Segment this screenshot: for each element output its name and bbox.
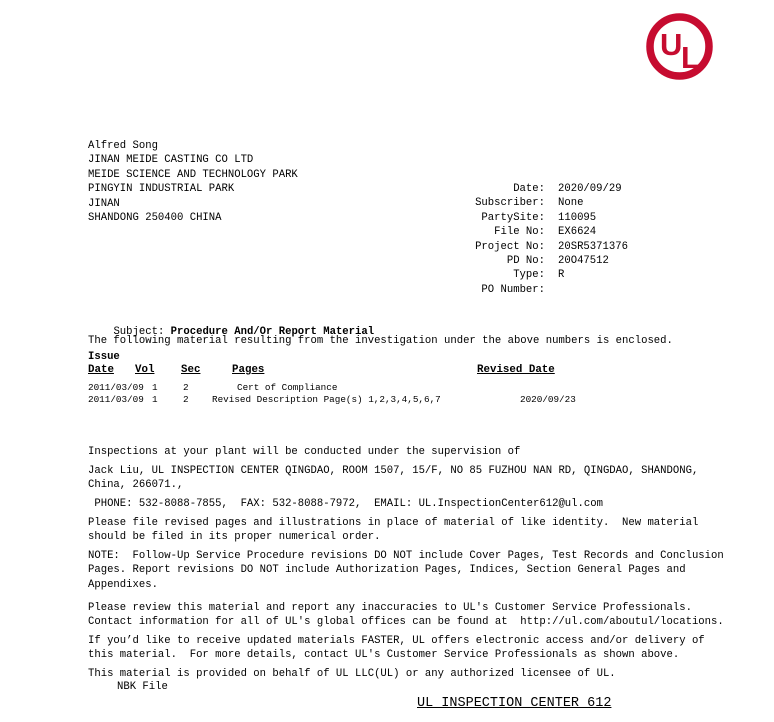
cell-date: 2011/03/09 bbox=[88, 382, 144, 393]
text-line: NOTE: Follow-Up Service Procedure revisions DO NOT include Cover Pages, Test Records and Conclusion bbox=[88, 550, 724, 563]
column-header-vol: Vol bbox=[135, 364, 155, 376]
text-line: Appendixes. bbox=[88, 578, 158, 591]
text-line: should be filed in its proper numerical order. bbox=[88, 531, 381, 544]
nbk-file-label: NBK File bbox=[117, 681, 168, 693]
field-label: Date: bbox=[513, 183, 545, 195]
issue-table-header bbox=[88, 364, 688, 378]
ul-logo-svg bbox=[646, 13, 713, 80]
ul-logo-icon bbox=[646, 13, 713, 80]
paragraph-inspections bbox=[88, 445, 748, 459]
paragraph-inspection-center-address bbox=[88, 464, 748, 493]
field-value: R bbox=[558, 269, 565, 282]
text-line: Contact information for all of UL's global offices can be found at http://ul.com/aboutul/locations. bbox=[88, 615, 724, 628]
subject-label: Subject: bbox=[113, 326, 171, 338]
text-line: PHONE: 532-8088-7855, FAX: 532-8088-7972, EMAIL: UL.InspectionCenter612@ul.com bbox=[88, 498, 603, 511]
field-value: None bbox=[558, 197, 584, 210]
recipient-region: SHANDONG 250400 CHINA bbox=[88, 212, 222, 225]
field-row-type bbox=[0, 268, 774, 282]
field-label: File No: bbox=[494, 226, 545, 239]
recipient-address-line: MEIDE SCIENCE AND TECHNOLOGY PARK bbox=[88, 168, 298, 181]
recipient-name: Alfred Song bbox=[88, 140, 158, 152]
cell-pages: Cert of Compliance bbox=[237, 382, 338, 393]
reference-fields bbox=[0, 182, 774, 297]
column-header-pages: Pages bbox=[232, 364, 265, 376]
body-paragraphs bbox=[88, 445, 748, 686]
field-value: 2020/09/29 bbox=[558, 183, 622, 195]
cell-date: 2011/03/09 bbox=[88, 394, 144, 405]
paragraph-note bbox=[88, 549, 748, 592]
field-row-po-number bbox=[0, 283, 774, 297]
field-row-subscriber bbox=[0, 196, 774, 210]
text-line: this material. For more details, contact UL's Customer Service Professionals as shown above. bbox=[88, 649, 680, 662]
text-line: Inspections at your plant will be conducted under the supervision of bbox=[88, 446, 521, 458]
field-value: 20SR5371376 bbox=[558, 240, 628, 253]
field-row-file-no bbox=[0, 225, 774, 239]
text-line: Please review this material and report any inaccuracies to UL's Customer Service Professionals. bbox=[88, 601, 692, 614]
paragraph-behalf bbox=[88, 667, 748, 681]
field-row-pd-no bbox=[0, 254, 774, 268]
cell-pages: Revised Description Page(s) 1,2,3,4,5,6,7 bbox=[212, 394, 441, 405]
field-row-project-no bbox=[0, 240, 774, 254]
field-label: Subscriber: bbox=[475, 197, 545, 210]
field-label: Type: bbox=[513, 269, 545, 282]
paragraph-electronic-access bbox=[88, 634, 748, 663]
text-line: If you’d like to receive updated materials FASTER, UL offers electronic access and/or delivery of bbox=[88, 634, 705, 647]
text-line: Jack Liu, UL INSPECTION CENTER QINGDAO, ROOM 1507, 15/F, NO 85 FUZHOU NAN RD, QINGDAO, SHANDONG, bbox=[88, 464, 699, 477]
cell-vol: 1 bbox=[152, 394, 158, 405]
field-label: PO Number: bbox=[481, 283, 545, 296]
column-header-sec: Sec bbox=[181, 364, 201, 376]
field-label: PD No: bbox=[506, 254, 545, 267]
inspection-center-footer: UL INSPECTION CENTER 612 bbox=[417, 696, 612, 711]
text-line: Please file revised pages and illustrations in place of material of like identity. New material bbox=[88, 516, 699, 529]
column-header-revised-date: Revised Date bbox=[477, 364, 555, 376]
subject-title: Procedure And/Or Report Material bbox=[170, 326, 375, 338]
field-row-partysite bbox=[0, 211, 774, 225]
paragraph-file-instructions bbox=[88, 516, 748, 545]
recipient-city: JINAN bbox=[88, 197, 120, 210]
table-row bbox=[88, 394, 728, 406]
column-header-date: Date bbox=[88, 364, 114, 376]
text-line: Pages. Report revisions DO NOT include Authorization Pages, Indices, Section General Pages and bbox=[88, 564, 686, 577]
text-line: This material is provided on behalf of UL LLC(UL) or any authorized licensee of UL. bbox=[88, 667, 616, 680]
logo-letter-u: U bbox=[660, 27, 683, 62]
field-value: 110095 bbox=[558, 211, 597, 224]
paragraph-contact-info bbox=[88, 497, 748, 511]
issue-table-caption: Issue bbox=[88, 351, 120, 363]
recipient-company: JINAN MEIDE CASTING CO LTD bbox=[88, 154, 254, 167]
logo-letter-l: L bbox=[681, 40, 700, 75]
cell-sec: 2 bbox=[183, 394, 189, 405]
field-row-date bbox=[0, 182, 774, 196]
text-line: China, 266071., bbox=[88, 479, 184, 492]
field-label: Project No: bbox=[475, 240, 545, 253]
field-value: 20O47512 bbox=[558, 254, 609, 267]
paragraph-review-request bbox=[88, 601, 748, 630]
recipient-address-line: PINGYIN INDUSTRIAL PARK bbox=[88, 183, 235, 196]
cell-vol: 1 bbox=[152, 382, 158, 393]
cell-revised-date: 2020/09/23 bbox=[520, 394, 576, 405]
cell-sec: 2 bbox=[183, 382, 189, 393]
intro-text: The following material resulting from the investigation under the above numbers is enclosed. bbox=[88, 335, 673, 347]
field-value: EX6624 bbox=[558, 226, 597, 239]
field-label: PartySite: bbox=[481, 211, 545, 224]
table-row bbox=[88, 382, 728, 394]
